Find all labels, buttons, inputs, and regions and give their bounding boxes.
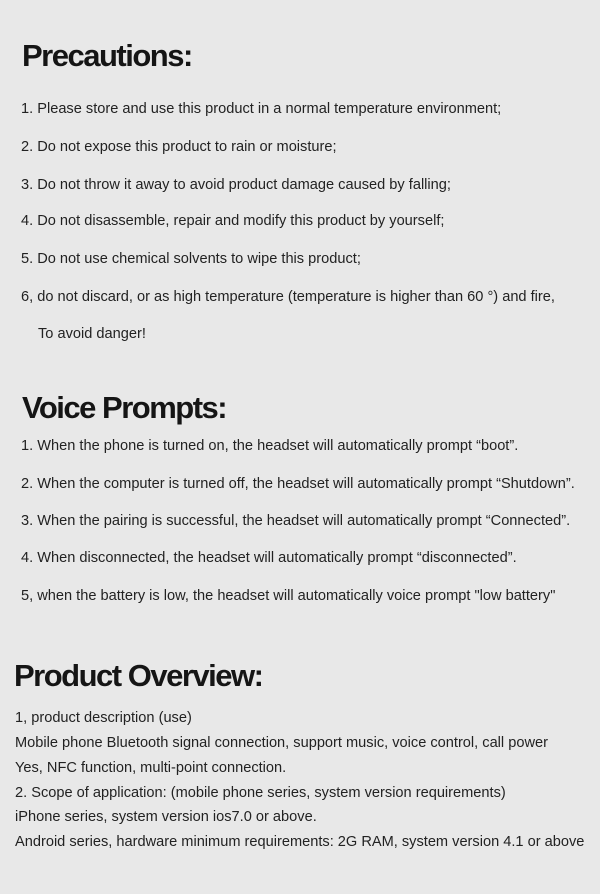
precaution-item: 4. Do not disassemble, repair and modify this product by yourself; bbox=[21, 213, 445, 229]
precaution-item: 5. Do not use chemical solvents to wipe this product; bbox=[21, 251, 361, 267]
overview-line: 2. Scope of application: (mobile phone series, system version requirements) bbox=[15, 785, 506, 801]
voice-prompt-item: 3. When the pairing is successful, the headset will automatically prompt “Connected”. bbox=[21, 513, 571, 529]
overview-line: Android series, hardware minimum requirements: 2G RAM, system version 4.1 or above bbox=[15, 834, 585, 850]
voice-prompt-item: 2. When the computer is turned off, the headset will automatically prompt “Shutdown”. bbox=[21, 476, 575, 492]
precaution-item: 2. Do not expose this product to rain or moisture; bbox=[21, 139, 337, 155]
precaution-item: 1. Please store and use this product in a normal temperature environment; bbox=[21, 101, 502, 117]
voice-prompt-item: 1. When the phone is turned on, the headset will automatically prompt “boot”. bbox=[21, 438, 519, 454]
precaution-item-continuation: To avoid danger! bbox=[38, 326, 146, 342]
voice-prompts-heading: Voice Prompts: bbox=[22, 390, 227, 425]
precaution-item: 6, do not discard, or as high temperature (temperature is higher than 60 °) and fire, bbox=[21, 289, 555, 305]
precautions-heading: Precautions: bbox=[22, 38, 192, 73]
precaution-item: 3. Do not throw it away to avoid product damage caused by falling; bbox=[21, 177, 451, 193]
voice-prompt-item: 5, when the battery is low, the headset will automatically voice prompt "low battery" bbox=[21, 588, 556, 604]
overview-line: Yes, NFC function, multi-point connection. bbox=[15, 760, 287, 776]
product-overview-heading: Product Overview: bbox=[14, 658, 263, 693]
voice-prompt-item: 4. When disconnected, the headset will automatically prompt “disconnected”. bbox=[21, 550, 517, 566]
overview-line: iPhone series, system version ios7.0 or above. bbox=[15, 809, 317, 825]
overview-line: Mobile phone Bluetooth signal connection, support music, voice control, call power bbox=[15, 735, 548, 751]
overview-line: 1, product description (use) bbox=[15, 710, 192, 726]
